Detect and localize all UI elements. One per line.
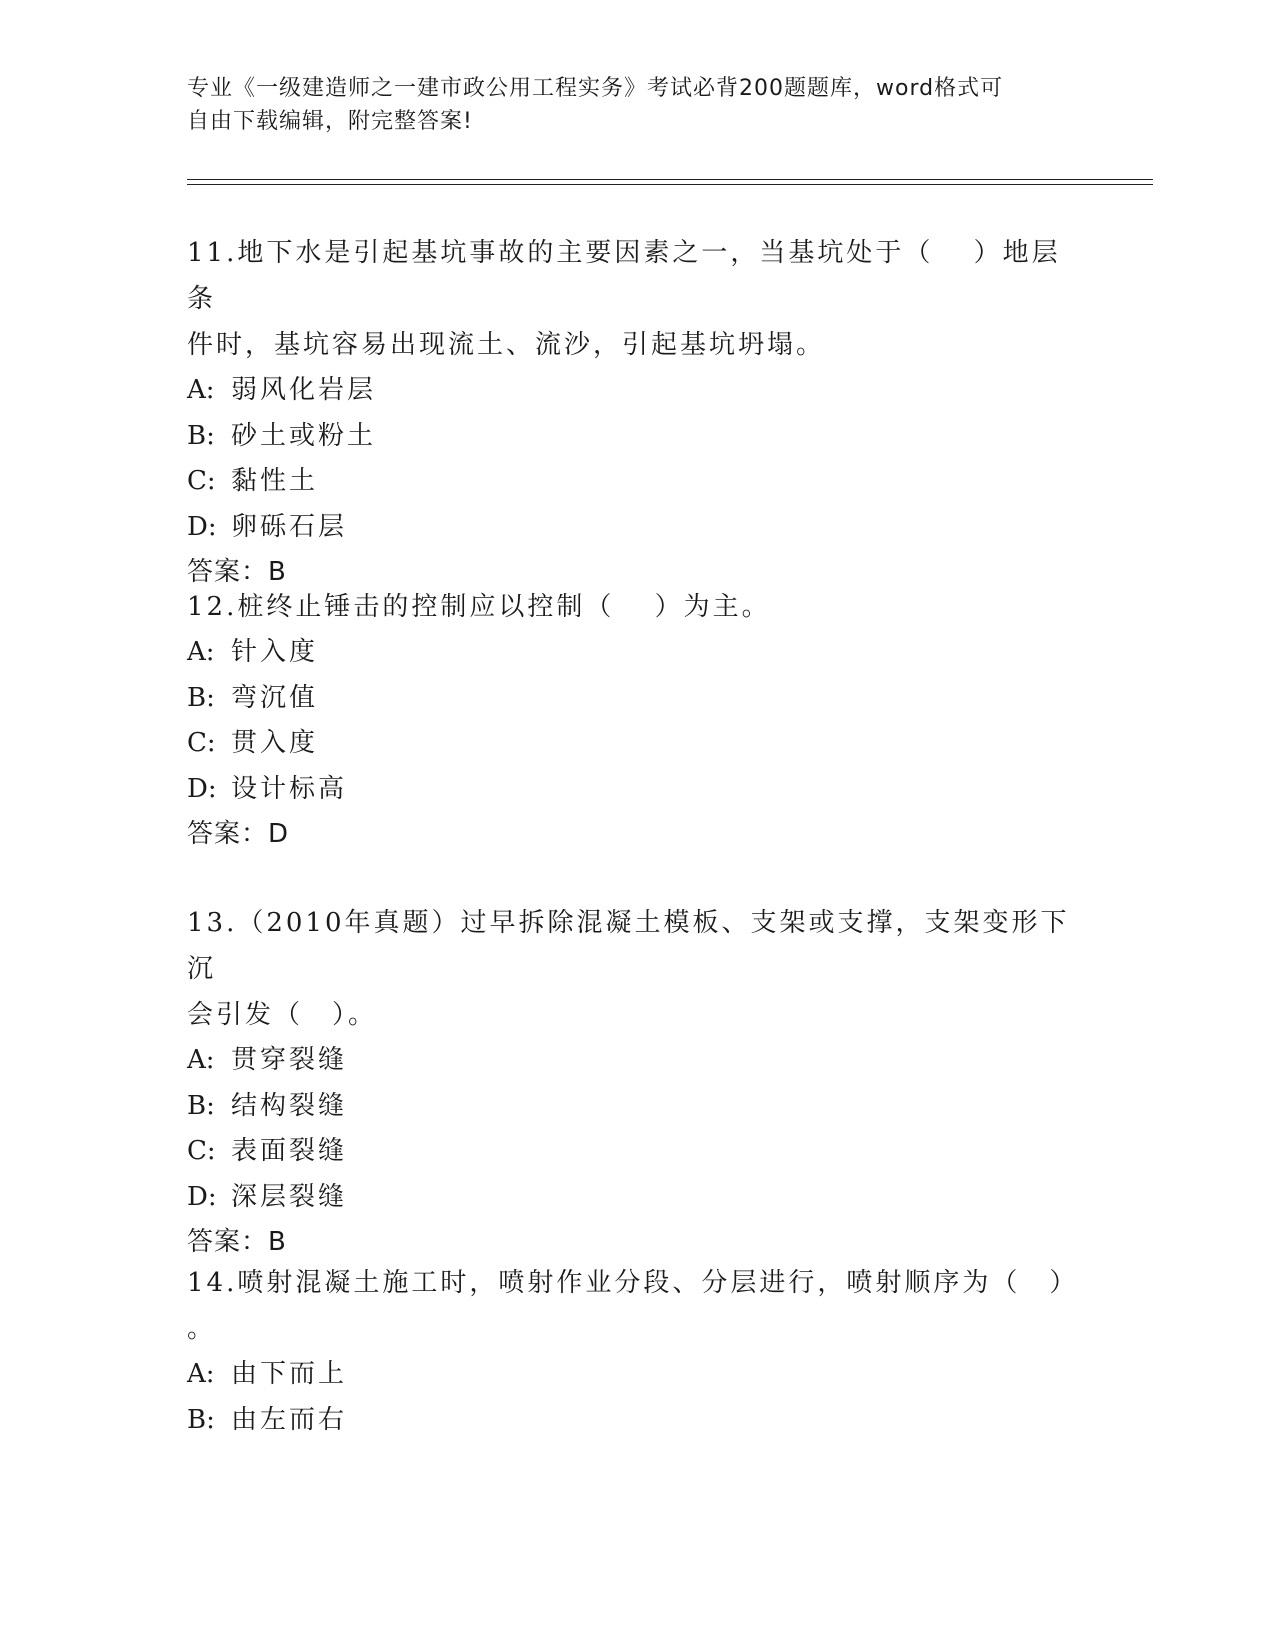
option-d <box>187 505 1087 551</box>
option-text: 设计标高 <box>231 773 348 804</box>
option-text: 卵砾石层 <box>231 511 348 542</box>
option-key: A: <box>187 1045 215 1075</box>
option-text: 贯入度 <box>231 728 319 758</box>
option-text: 针入度 <box>231 637 319 667</box>
question-line: 。 <box>187 1314 217 1344</box>
question-13 <box>187 900 1087 1266</box>
option-b <box>187 676 1087 722</box>
option-a <box>187 630 1087 676</box>
option-key: D: <box>187 1181 217 1212</box>
option-key: C: <box>187 466 216 496</box>
option-key: A: <box>187 375 215 405</box>
answer-label: 答案：D <box>187 819 290 849</box>
option-a <box>187 1038 1087 1084</box>
answer-label: 答案：B <box>187 557 287 587</box>
option-text: 由左而右 <box>231 1404 348 1435</box>
option-key: D: <box>187 773 217 804</box>
question-stem <box>187 1260 1087 1352</box>
option-key: A: <box>187 637 215 667</box>
header-line-1: 专业《一级建造师之一建市政公用工程实务》考试必背200题题库，word格式可 <box>187 76 1004 101</box>
option-key: B: <box>187 420 215 451</box>
option-d <box>187 1175 1087 1221</box>
question-line: 14.喷射混凝土施工时，喷射作业分段、分层进行，喷射顺序为（ ） <box>187 1268 1079 1298</box>
option-text: 由下而上 <box>231 1359 348 1389</box>
question-14 <box>187 1260 1087 1443</box>
question-line: 件时，基坑容易出现流土、流沙，引起基坑坍塌。 <box>187 330 826 360</box>
option-text: 弯沉值 <box>231 682 319 713</box>
header-divider-top <box>187 179 1153 180</box>
header-divider-bottom <box>187 184 1153 185</box>
question-stem <box>187 230 1087 368</box>
option-text: 砂土或粉土 <box>231 420 377 451</box>
option-c <box>187 721 1087 767</box>
answer-label: 答案：B <box>187 1227 287 1257</box>
option-a <box>187 1352 1087 1398</box>
header-line-2: 自由下载编辑，附完整答案! <box>187 109 473 134</box>
option-text: 弱风化岩层 <box>231 375 377 405</box>
document-header <box>187 72 1087 138</box>
option-text: 黏性土 <box>231 466 319 496</box>
option-key: B: <box>187 1404 215 1435</box>
option-c <box>187 459 1087 505</box>
question-line: 11.地下水是引起基坑事故的主要因素之一，当基坑处于（ ）地层条 <box>187 238 1061 314</box>
option-key: B: <box>187 1090 215 1121</box>
option-key: C: <box>187 728 216 758</box>
question-11 <box>187 230 1087 596</box>
option-d <box>187 767 1087 813</box>
question-stem <box>187 900 1087 1038</box>
option-text: 贯穿裂缝 <box>231 1045 348 1075</box>
option-b <box>187 1084 1087 1130</box>
option-key: A: <box>187 1359 215 1389</box>
option-b <box>187 1398 1087 1444</box>
option-a <box>187 368 1087 414</box>
question-line: 13.（2010年真题）过早拆除混凝土模板、支架或支撑，支架变形下沉 <box>187 908 1070 984</box>
option-text: 结构裂缝 <box>231 1090 348 1121</box>
question-12 <box>187 584 1087 858</box>
question-line: 12.桩终止锤击的控制应以控制（ ）为主。 <box>187 592 771 622</box>
question-stem <box>187 584 1087 630</box>
option-key: D: <box>187 511 217 542</box>
option-key: C: <box>187 1136 216 1166</box>
option-c <box>187 1129 1087 1175</box>
option-text: 深层裂缝 <box>231 1181 348 1212</box>
option-b <box>187 414 1087 460</box>
question-line: 会引发（ ）。 <box>187 1000 378 1030</box>
option-text: 表面裂缝 <box>231 1136 348 1166</box>
option-key: B: <box>187 682 215 713</box>
